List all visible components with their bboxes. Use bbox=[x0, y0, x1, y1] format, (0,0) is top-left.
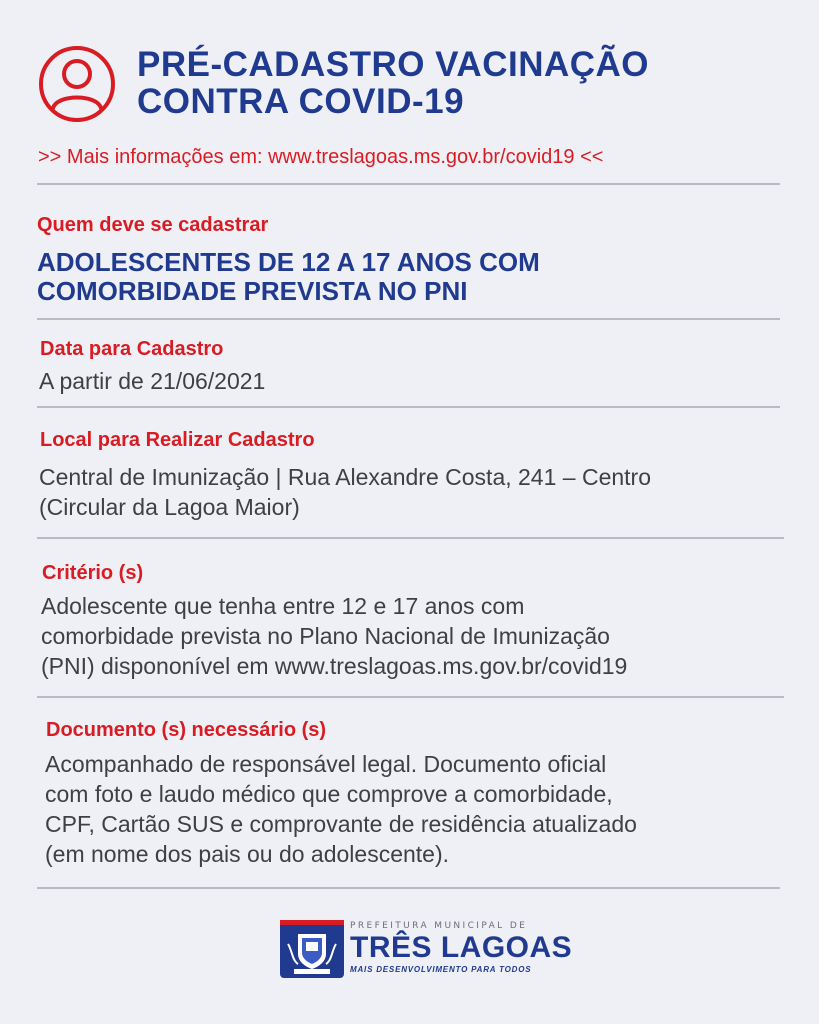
criteria-value-line3: (PNI) dispononível em www.treslagoas.ms.gov.br/covid19 bbox=[41, 653, 628, 679]
divider bbox=[37, 537, 784, 539]
place-label: Local para Realizar Cadastro bbox=[40, 429, 315, 451]
who-headline-line1: ADOLESCENTES DE 12 A 17 ANOS COM bbox=[37, 247, 540, 277]
divider bbox=[37, 406, 780, 408]
date-value: A partir de 21/06/2021 bbox=[39, 368, 266, 394]
logo-subtitle: PREFEITURA MUNICIPAL DE bbox=[350, 921, 528, 931]
criteria-value-line2: comorbidade prevista no Plano Nacional de Imunização bbox=[41, 623, 610, 649]
documents-value-line3: CPF, Cartão SUS e comprovante de residência atualizado bbox=[45, 811, 637, 837]
divider bbox=[37, 887, 780, 889]
page-title-line1: PRÉ-CADASTRO VACINAÇÃO bbox=[137, 45, 650, 84]
who-headline-line2: COMORBIDADE PREVISTA NO PNI bbox=[37, 276, 468, 306]
city-logo bbox=[280, 920, 573, 982]
who-headline bbox=[37, 248, 777, 306]
place-value bbox=[39, 462, 651, 522]
coat-of-arms-icon bbox=[280, 920, 344, 978]
criteria-value-line1: Adolescente que tenha entre 12 e 17 anos com bbox=[41, 593, 525, 619]
page-title-line2: CONTRA COVID-19 bbox=[137, 82, 465, 121]
logo-name: TRÊS LAGOAS bbox=[350, 931, 573, 964]
user-profile-icon bbox=[37, 44, 117, 124]
documents-value-line4: (em nome dos pais ou do adolescente). bbox=[45, 841, 450, 867]
documents-value-line2: com foto e laudo médico que comprove a comorbidade, bbox=[45, 781, 613, 807]
logo-slogan: MAIS DESENVOLVIMENTO PARA TODOS bbox=[350, 965, 532, 974]
logo-text bbox=[350, 920, 573, 976]
criteria-value bbox=[41, 591, 627, 681]
criteria-label: Critério (s) bbox=[42, 562, 144, 584]
who-label: Quem deve se cadastrar bbox=[37, 214, 269, 236]
documents-value-line1: Acompanhado de responsável legal. Documento oficial bbox=[45, 751, 607, 777]
page-title bbox=[137, 46, 787, 120]
place-value-line2: (Circular da Lagoa Maior) bbox=[39, 494, 300, 520]
documents-value bbox=[45, 749, 637, 869]
divider bbox=[37, 696, 784, 698]
header bbox=[37, 40, 797, 130]
info-link[interactable]: >> Mais informações em: www.treslagoas.ms.gov.br/covid19 << bbox=[38, 146, 604, 168]
documents-label: Documento (s) necessário (s) bbox=[46, 719, 327, 741]
place-value-line1: Central de Imunização | Rua Alexandre Costa, 241 – Centro bbox=[39, 464, 651, 490]
divider bbox=[37, 318, 780, 320]
date-label: Data para Cadastro bbox=[40, 338, 224, 360]
divider bbox=[37, 183, 780, 185]
